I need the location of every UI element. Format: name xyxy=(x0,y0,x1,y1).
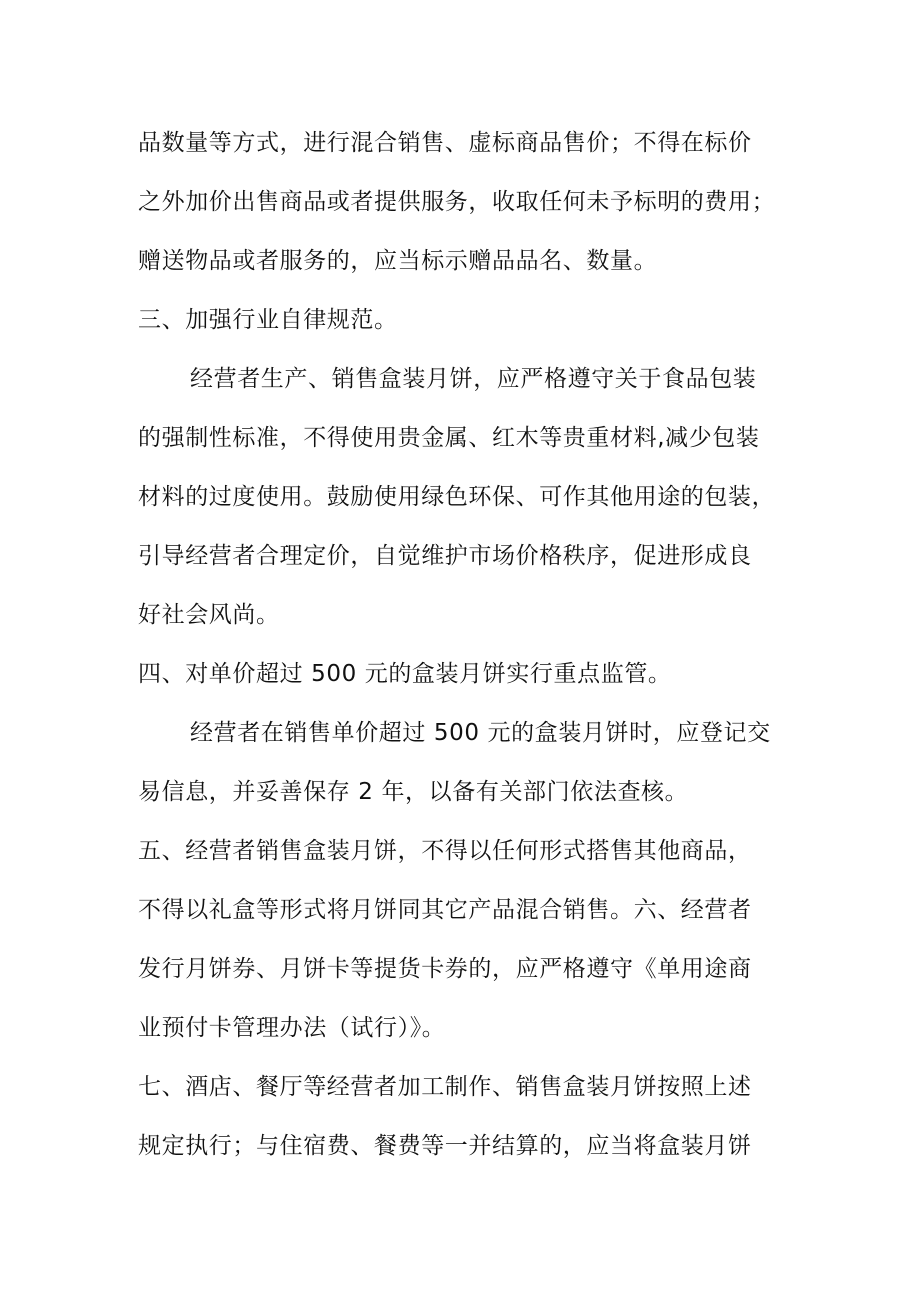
text-line: 品数量等方式，进行混合销售、虚标商品售价；不得在标价 xyxy=(138,130,752,156)
section-heading: 五、经营者销售盒装月饼，不得以任何形式搭售其他商品， xyxy=(138,838,752,864)
text-line: 引导经营者合理定价，自觉维护市场价格秩序，促进形成良 xyxy=(138,543,752,569)
text-line: 赠送物品或者服务的，应当标示赠品品名、数量。 xyxy=(138,248,658,274)
text-line: 不得以礼盒等形式将月饼同其它产品混合销售。六、经营者 xyxy=(138,897,752,923)
text-line: 好社会风尚。 xyxy=(138,602,280,628)
text-line: 的强制性标准，不得使用贵金属、红木等贵重材料,减少包装 xyxy=(138,425,760,451)
section-heading: 四、对单价超过 500 元的盒装月饼实行重点监管。 xyxy=(138,661,672,687)
text-line: 经营者生产、销售盒装月饼，应严格遵守关于食品包装 xyxy=(190,366,757,392)
text-line: 业预付卡管理办法（试行）》。 xyxy=(138,1015,446,1041)
text-line: 经营者在销售单价超过 500 元的盒装月饼时，应登记交 xyxy=(190,720,771,746)
text-line: 之外加价出售商品或者提供服务，收取任何未予标明的费用； xyxy=(138,189,776,215)
text-line: 规定执行；与住宿费、餐费等一并结算的，应当将盒装月饼 xyxy=(138,1133,752,1159)
text-line: 材料的过度使用。鼓励使用绿色环保、可作其他用途的包装， xyxy=(138,484,776,510)
text-line: 发行月饼券、月饼卡等提货卡券的，应严格遵守《单用途商 xyxy=(138,956,752,982)
section-heading: 七、酒店、餐厅等经营者加工制作、销售盒装月饼按照上述 xyxy=(138,1074,752,1100)
section-heading: 三、加强行业自律规范。 xyxy=(138,307,398,333)
text-line: 易信息，并妥善保存 2 年，以备有关部门依法查核。 xyxy=(138,779,689,805)
